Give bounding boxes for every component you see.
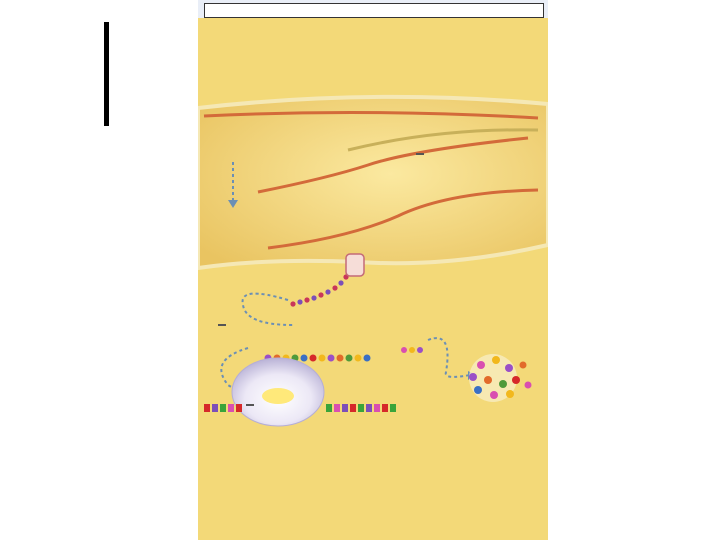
arrow-amino-to-protein [428,338,470,377]
vertical-divider [104,22,109,126]
bullet-orange [40,63,62,85]
poster-panel [198,0,548,540]
amino-acid-beads [401,347,423,353]
bullet-black [10,63,32,85]
nuclear-pore [346,254,364,276]
label-transcription [416,153,424,155]
bullet-red [70,63,92,85]
arrow-to-cytoplasm [243,294,293,325]
label-ribosome [246,404,254,406]
label-translation [218,324,226,326]
diagram-art [198,0,548,540]
protein-cluster [469,354,532,402]
nucleus-shape [198,97,548,268]
